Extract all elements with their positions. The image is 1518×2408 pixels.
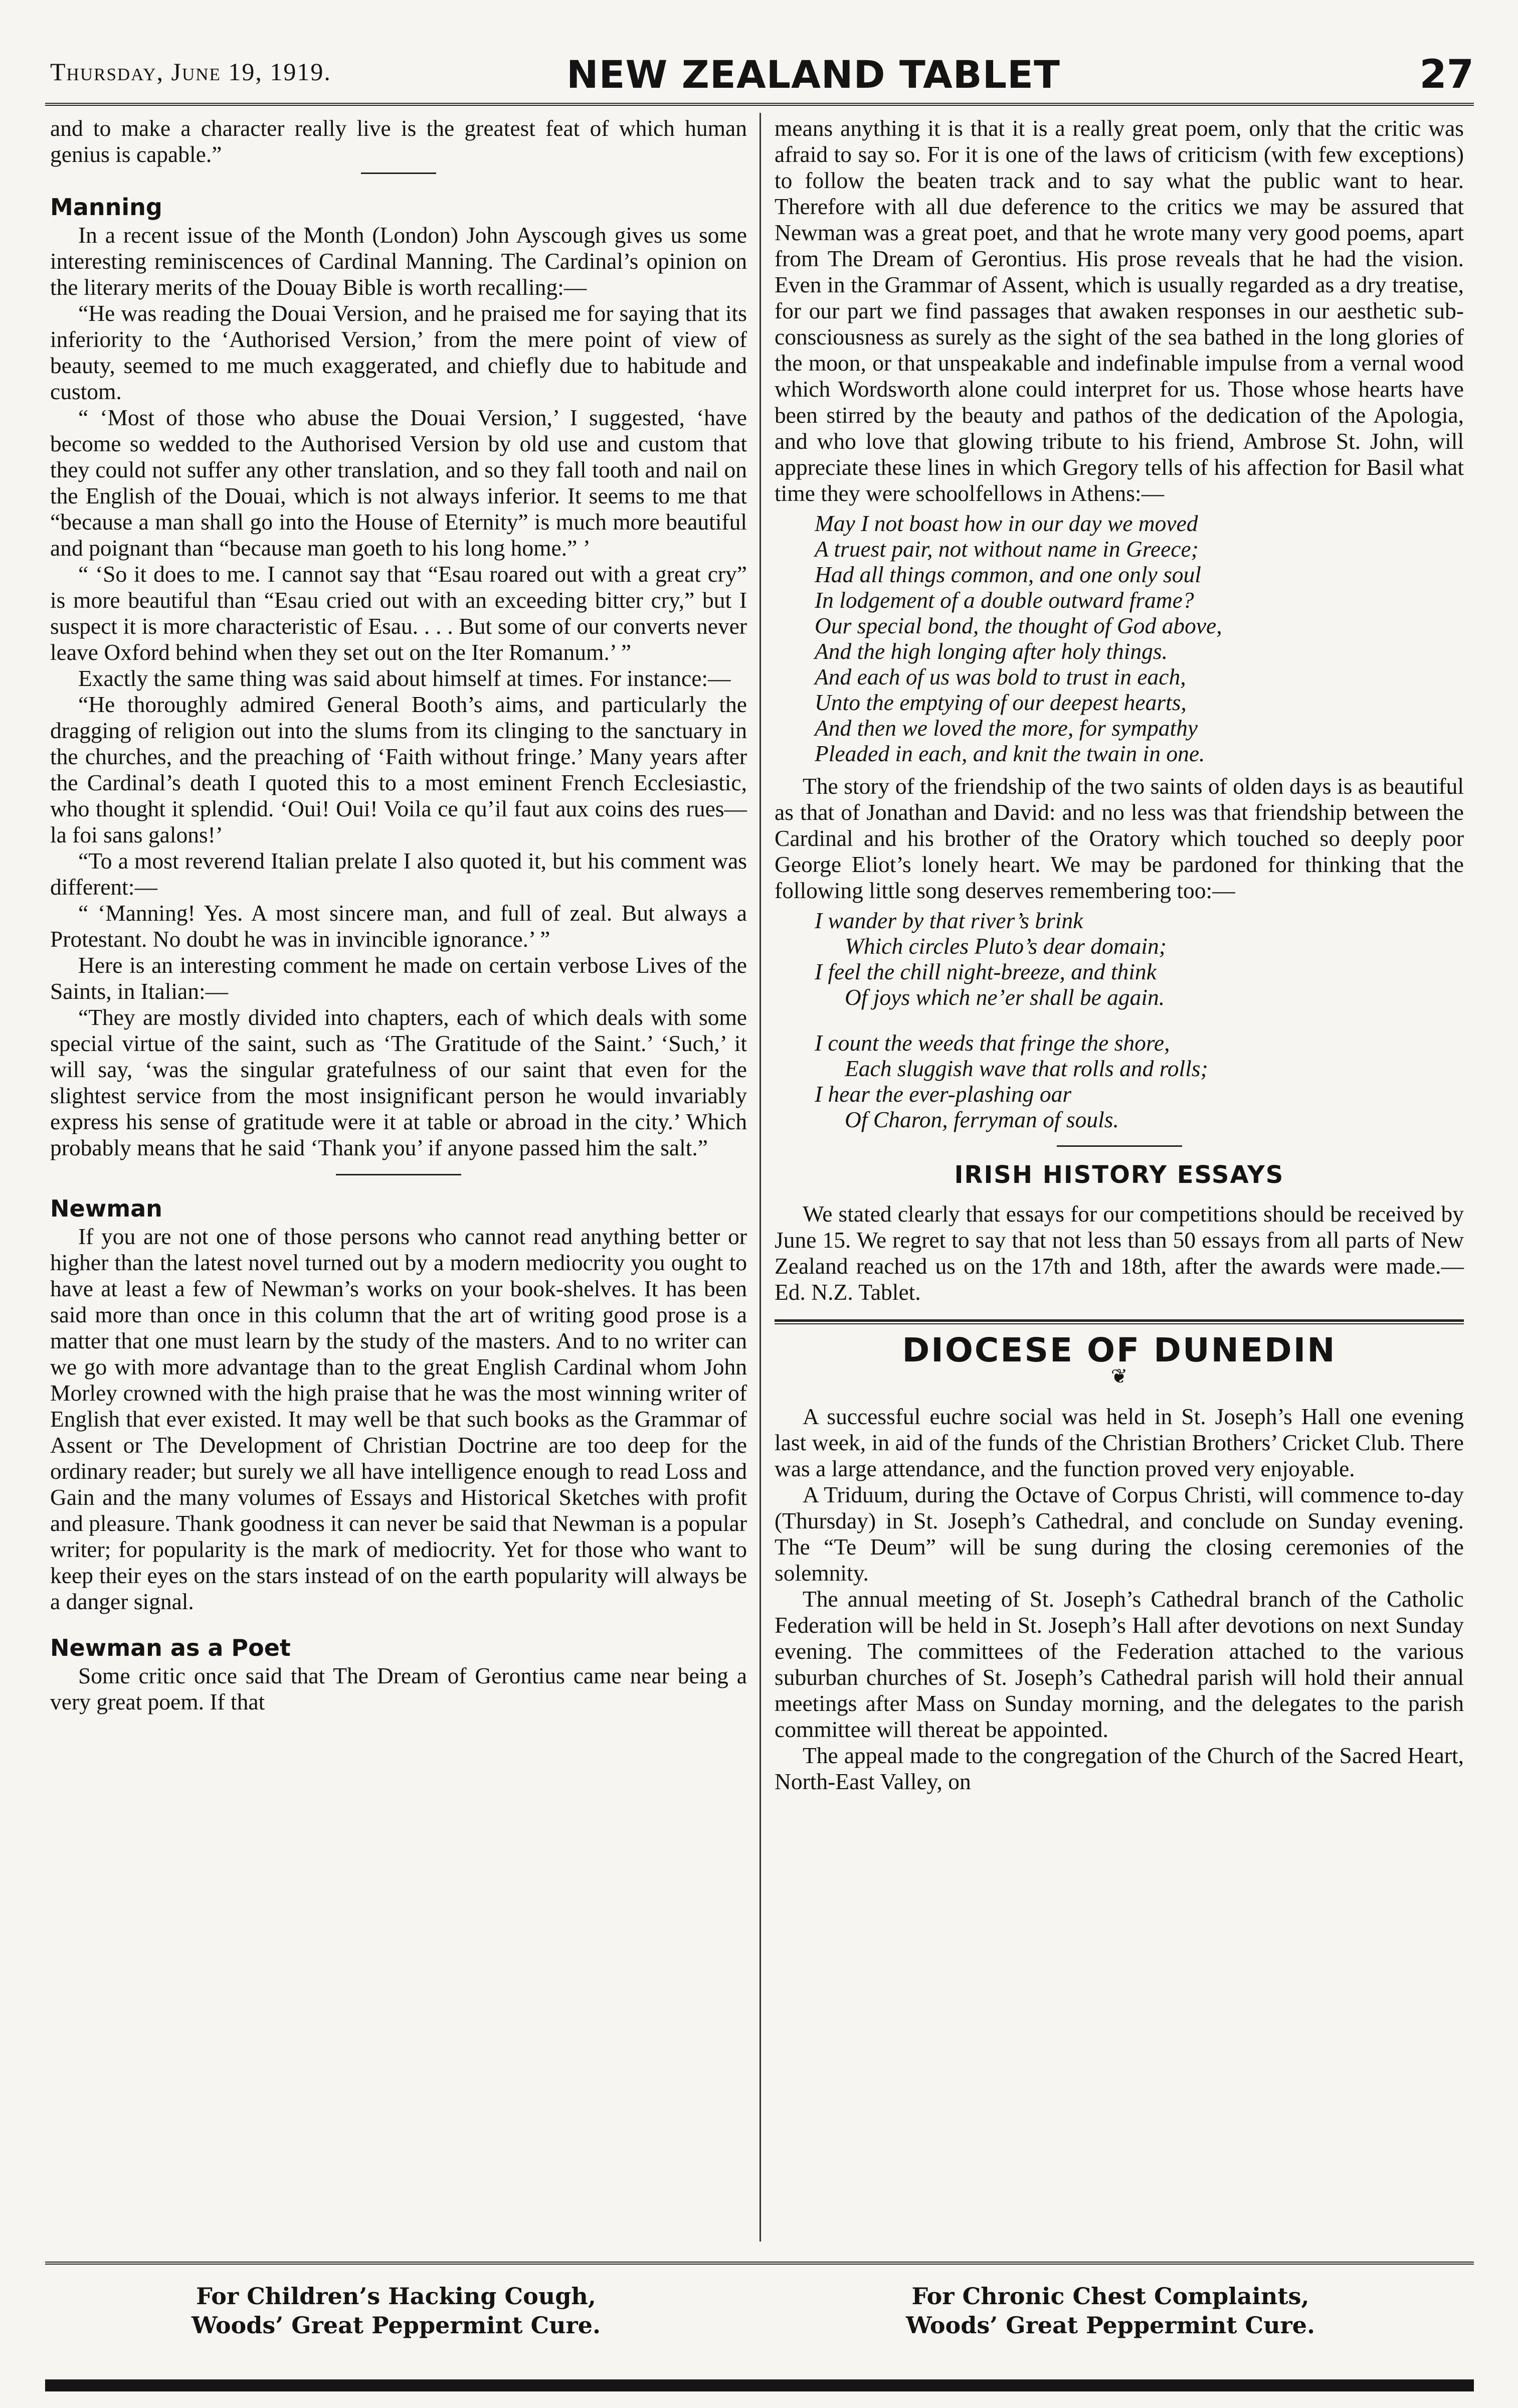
poem-line: I wander by that river’s brink <box>815 908 1083 933</box>
poem-line: Each sluggish wave that rolls and rolls; <box>845 1056 1208 1081</box>
gregory-poem <box>815 510 1464 766</box>
issue-date: Thursday, June 19, 1919. <box>50 58 331 86</box>
section-rule <box>361 173 436 174</box>
ad-line: Woods’ Great Peppermint Cure. <box>905 2312 1315 2339</box>
irish-essays-heading: IRISH HISTORY ESSAYS <box>954 1161 1284 1189</box>
left-column <box>50 115 747 1715</box>
ad-line: For Children’s Hacking Cough, <box>196 2283 596 2310</box>
left-advertisement <box>145 2282 647 2340</box>
poem-line: In lodgement of a double outward frame? <box>815 587 1194 613</box>
masthead-rule <box>45 103 1474 106</box>
manning-paragraph: In a recent issue of the Month (London) John Ayscough gives us some interesting reminiscences of Cardinal Manning. The Cardinal’s opinion on the literary merits of the Douay Bible is worth recalling:— <box>50 222 747 300</box>
newman-paragraph: If you are not one of those persons who cannot read anything better or higher than the latest novel turned out by a modern mediocrity you ought to have at least a few of Newman’s works on your book-shelves. It has been said more than once in this column that the art of writing good prose is a matter that one must learn by the study of the masters. And to no writer can we go with more advantage than to the great English Cardinal whom John Morley crowned with the high praise that he was the most winning writer of English that ever existed. It may well be that such books as the Grammar of Assent or The Development of Christian Doctrine are too deep for the ordinary reader; but surely we all have intelligence enough to read Loss and Gain and the many volumes of Essays and Historical Sketches with profit and pleasure. Thank goodness it can never be said that Newman is a popular writer; for popularity is the mark of mediocrity. Yet for those who want to keep their eyes on the stars instead of on the earth popularity will always be a danger signal. <box>50 1224 747 1614</box>
manning-paragraph: “ ‘Most of those who abuse the Douai Version,’ I suggested, ‘have become so wedded to the Authorised Version by old use and custom that they could not suffer any other translation, and so they fall tooth and nail on the English of the Douai, which is not always inferior. It seems to me that “because a man shall go into the House of Eternity” is much more beautiful and poignant than “because man goeth to his long home.” ’ <box>50 405 747 561</box>
dunedin-paragraph: A successful euchre social was held in St. Joseph’s Hall one evening last week, in aid of the funds of the Christian Brothers’ Cricket Club. There was a large attendance, and the function proved very enjoyable. <box>775 1404 1464 1481</box>
masthead <box>50 50 1474 98</box>
dunedin-paragraph: The appeal made to the congregation of the Church of the Sacred Heart, North-East Valley, on <box>775 1743 1464 1794</box>
right-advertisement <box>860 2282 1361 2340</box>
poem-line: I hear the ever-plashing oar <box>815 1081 1072 1107</box>
ad-line: For Chronic Chest Complaints, <box>911 2283 1309 2310</box>
manning-paragraph: “ ‘So it does to me. I cannot say that “Esau roared out with a great cry” is more beautiful than “Esau cried out with an exceeding bitter cry,” but I suspect it is more characteristic of Esau. . . . But some of our converts never leave Oxford behind when they set out on the Iter Romanum.’ ” <box>50 561 747 665</box>
poem-line: And each of us was bold to trust in each, <box>815 664 1186 690</box>
section-rule <box>336 1174 461 1175</box>
friendship-paragraph: The story of the friendship of the two saints of olden days is as beautiful as that of Jonathan and David: and no less was that friendship between the Cardinal and his brother of the Oratory which touched so deeply poor George Eliot’s lonely heart. We may be pardoned for thinking that the following little song deserves remembering too:— <box>775 773 1464 903</box>
manning-paragraph: “They are mostly divided into chapters, each of which deals with some special virtue of the saint, such as ‘The Gratitude of the Saint.’ ‘Such,’ it will say, ‘was the singular gratefulness of our saint that even for the slightest service from the most insignificant person he would invariably express his sense of gratitude were it at table or abroad in the city.’ Which probably means that he said ‘Thank you’ if anyone passed him the salt.” <box>50 1004 747 1160</box>
ad-line: Woods’ Great Peppermint Cure. <box>191 2312 601 2339</box>
poem-line: Unto the emptying of our deepest hearts, <box>815 690 1187 715</box>
manning-paragraph: “To a most reverend Italian prelate I also quoted it, but his comment was different:— <box>50 848 747 900</box>
newman-heading: Newman <box>50 1195 162 1222</box>
poem-line: Pleaded in each, and knit the twain in one. <box>815 741 1205 766</box>
irish-essays-paragraph: We stated clearly that essays for our competitions should be received by June 15. We regret to say that not less than 50 essays from all parts of New Zealand reached us on the 17th and 18th, after the awards were made.—Ed. N.Z. Tablet. <box>775 1201 1464 1305</box>
manning-paragraph: “ ‘Manning! Yes. A most sincere man, and full of zeal. But always a Protestant. No doubt he was in invincible ignorance.’ ” <box>50 900 747 952</box>
intro-paragraph: and to make a character really live is the greatest feat of which human genius is capable.” <box>50 115 747 167</box>
charon-poem <box>815 908 1464 1132</box>
poem-line: I count the weeds that fringe the shore, <box>815 1030 1170 1056</box>
poem-line: A truest pair, not without name in Greece; <box>815 536 1199 562</box>
page-number: 27 <box>1419 52 1474 97</box>
manning-paragraph: “He thoroughly admired General Booth’s aims, and particularly the dragging of religion out into the slums from its clinging to the sanctuary in the churches, and the preaching of ‘Faith without fringe.’ Many years after the Cardinal’s death I quoted this to a most eminent French Ecclesiastic, who thought it splendid. ‘Oui! Oui! Voila ce qu’il faut aux coins des rues—la foi sans galons!’ <box>50 692 747 847</box>
poem-line: Had all things common, and one only soul <box>815 562 1201 587</box>
section-rule <box>1057 1145 1182 1147</box>
manning-paragraph: “He was reading the Douai Version, and he praised me for saying that its inferiority to the ‘Authorised Version,’ from the mere point of view of beauty, seemed to me much exaggerated, and chiefly due to habitude and custom. <box>50 300 747 404</box>
dunedin-paragraph: A Triduum, during the Octave of Corpus Christi, will commence to-day (Thursday) in St. Joseph’s Cathedral, and conclude on Sunday evening. The “Te Deum” will be sung during the closing ceremonies of the solemnity. <box>775 1482 1464 1586</box>
ornament-icon: ❦ <box>1110 1365 1128 1388</box>
newman-poet-paragraph: Some critic once said that The Dream of Gerontius came near being a very great poem. If that <box>50 1663 747 1714</box>
poem-line: Of Charon, ferryman of souls. <box>845 1107 1119 1132</box>
poem-line: Our special bond, the thought of God above, <box>815 613 1222 638</box>
manning-paragraph: Exactly the same thing was said about himself at times. For instance:— <box>78 665 731 691</box>
manning-heading: Manning <box>50 194 162 221</box>
column-divider <box>760 113 761 2242</box>
stanza-gap <box>815 1010 1464 1030</box>
poem-line: Which circles Pluto’s dear domain; <box>845 933 1167 959</box>
heavy-rule <box>775 1319 1464 1324</box>
footer-rule <box>45 2262 1474 2265</box>
newman-poet-heading: Newman as a Poet <box>50 1634 291 1661</box>
poem-line: And the high longing after holy things. <box>815 638 1168 664</box>
manning-paragraph: Here is an interesting comment he made on certain verbose Lives of the Saints, in Italian:— <box>50 952 747 1004</box>
bottom-bar <box>45 2379 1474 2391</box>
poem-line: May I not boast how in our day we moved <box>815 510 1198 536</box>
dunedin-paragraph: The annual meeting of St. Joseph’s Cathedral branch of the Catholic Federation will be held in St. Joseph’s Hall after devotions on next Sunday evening. The committees of the Federation attached to the various suburban churches of St. Joseph’s Cathedral parish will hold their annual meetings after Mass on Sunday morning, and the delegates to the parish committee will thereat be appointed. <box>775 1586 1464 1742</box>
newspaper-title: NEW ZEALAND TABLET <box>566 52 1060 97</box>
poem-line: I feel the chill night-breeze, and think <box>815 959 1157 984</box>
right-column <box>775 115 1464 1795</box>
poem-line: And then we loved the more, for sympathy <box>815 715 1198 741</box>
dunedin-heading: DIOCESE OF DUNEDIN <box>902 1331 1337 1369</box>
continued-paragraph: means anything it is that it is a really great poem, only that the critic was afraid to say so. For it is one of the laws of criticism (with few exceptions) to follow the beaten track and to say what the public want to hear. Therefore with all due deference to the critics we may be assured that Newman was a great poet, and that he wrote many very good poems, apart from The Dream of Gerontius. His prose reveals that he had the vision. Even in the Grammar of Assent, which is usually regarded as a dry treatise, for our part we find passages that awaken responses in our aesthetic sub-consciousness as surely as the sight of the sea bathed in the long glories of the moon, or that unspeakable and indefinable impulse from a vernal wood which Wordsworth alone could interpret for us. Those whose hearts have been stirred by the beauty and pathos of the dedication of the Apologia, and who love that glowing tribute to his friend, Ambrose St. John, will appreciate these lines in which Gregory tells of his affection for Basil what time they were schoolfellows in Athens:— <box>775 115 1464 506</box>
poem-line: Of joys which ne’er shall be again. <box>845 984 1165 1010</box>
